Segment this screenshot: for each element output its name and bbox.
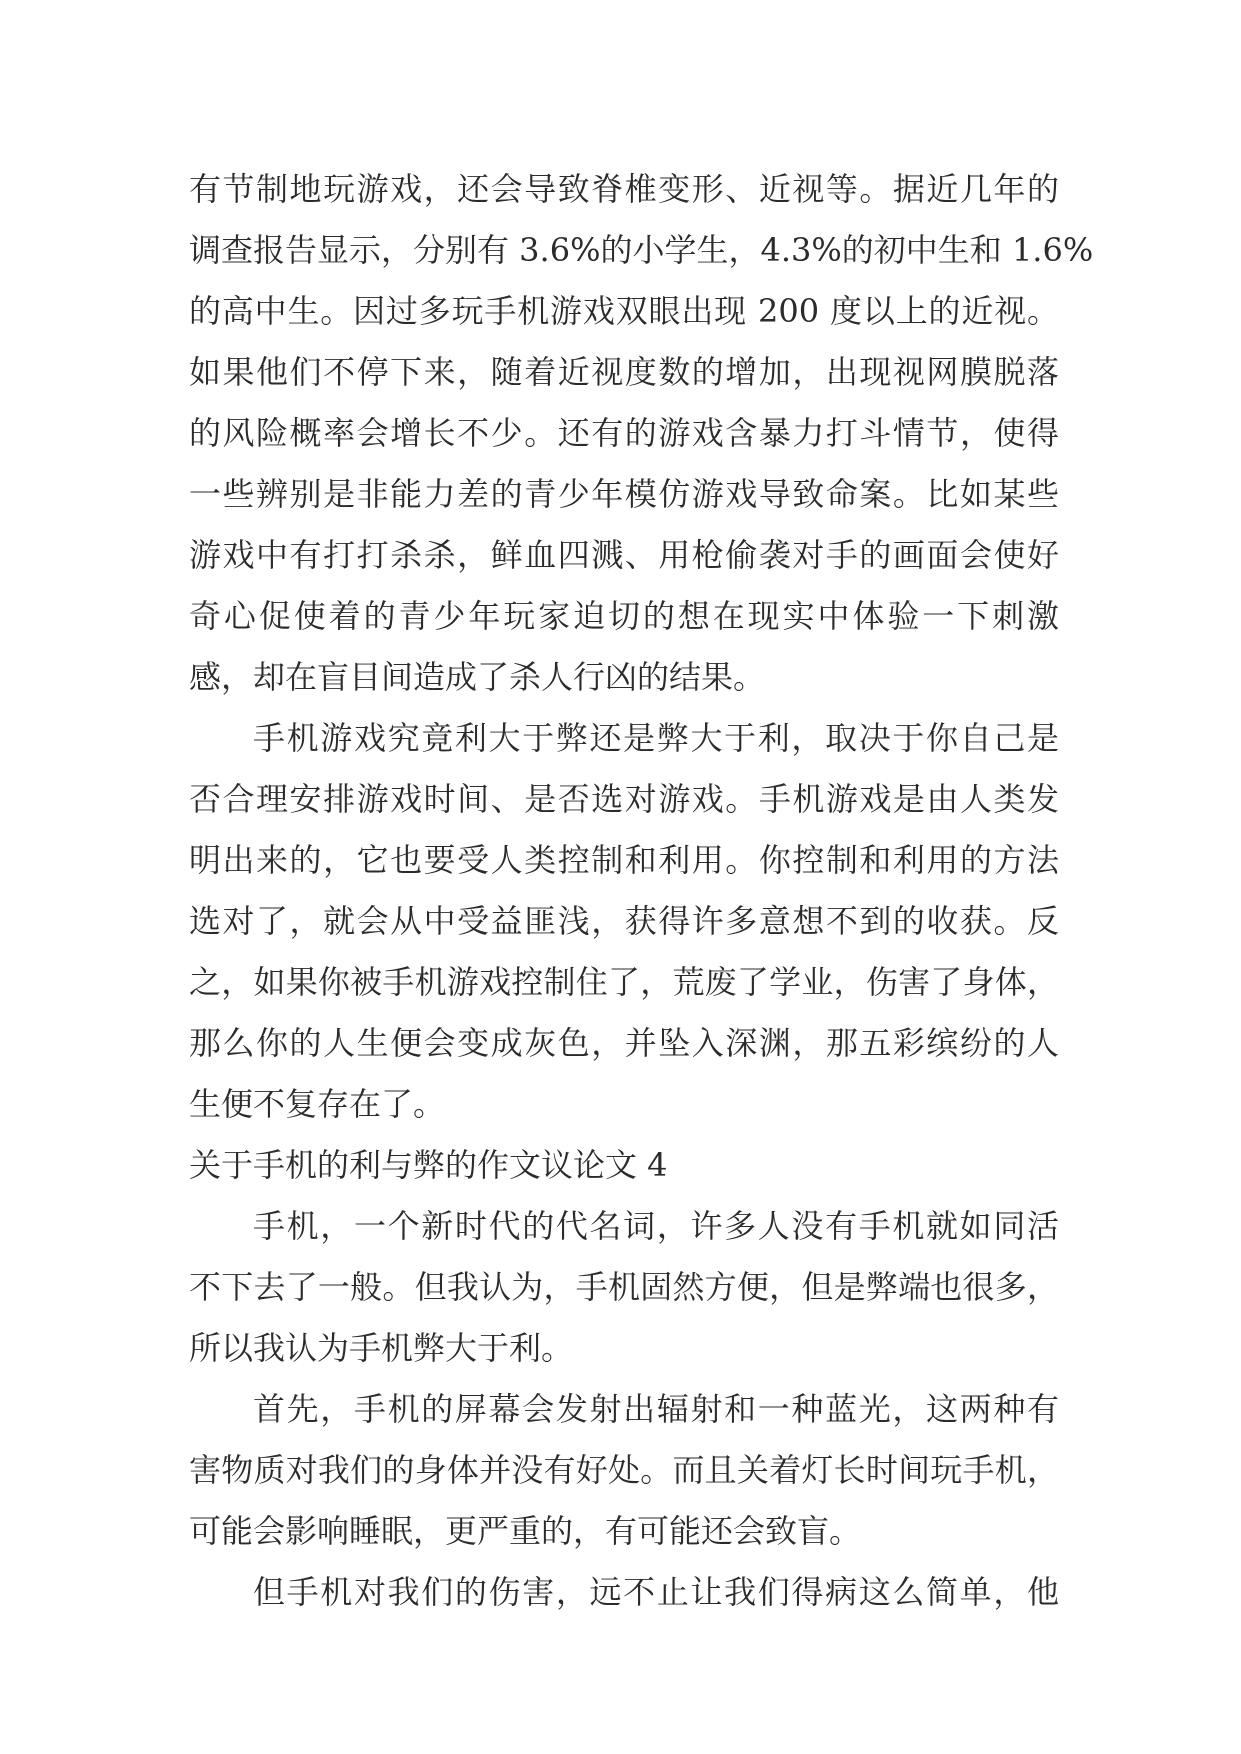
text-line: 不下去了一般。但我认为，手机固然方便，但是弊端也很多， <box>189 1268 1059 1306</box>
text-line: 那么你的人生便会变成灰色，并坠入深渊，那五彩缤纷的人 <box>189 1024 1059 1062</box>
text-line: 害物质对我们的身体并没有好处。而且关着灯长时间玩手机， <box>189 1451 1059 1489</box>
text-line: 首先，手机的屏幕会发射出辐射和一种蓝光，这两种有 <box>253 1390 1059 1428</box>
text-line: 否合理安排游戏时间、是否选对游戏。手机游戏是由人类发 <box>189 780 1059 818</box>
text-line: 明出来的，它也要受人类控制和利用。你控制和利用的方法 <box>189 841 1059 879</box>
paragraph <box>189 1196 1059 1379</box>
text-line: 调查报告显示，分别有 3.6%的小学生，4.3%的初中生和 1.6% <box>189 231 1094 269</box>
text-line: 奇心促使着的青少年玩家迫切的想在现实中体验一下刺激 <box>189 597 1059 635</box>
document-body <box>189 159 1094 1623</box>
section-heading: 关于手机的利与弊的作文议论文 4 <box>189 1146 668 1184</box>
text-line: 生便不复存在了。 <box>189 1085 446 1123</box>
text-line: 手机，一个新时代的代名词，许多人没有手机就如同活 <box>253 1207 1059 1245</box>
text-line: 所以我认为手机弊大于利。 <box>189 1329 574 1367</box>
text-line: 之，如果你被手机游戏控制住了，荒废了学业，伤害了身体， <box>189 963 1059 1001</box>
text-line: 一些辨别是非能力差的青少年模仿游戏导致命案。比如某些 <box>189 475 1059 513</box>
text-line: 但手机对我们的伤害，远不止让我们得病这么简单，他 <box>253 1573 1059 1611</box>
text-line: 的风险概率会增长不少。还有的游戏含暴力打斗情节，使得 <box>189 414 1059 452</box>
paragraph <box>189 708 1059 1135</box>
text-line: 选对了，就会从中受益匪浅，获得许多意想不到的收获。反 <box>189 902 1059 940</box>
text-line: 可能会影响睡眠，更严重的，有可能还会致盲。 <box>189 1512 862 1550</box>
text-line: 感，却在盲目间造成了杀人行凶的结果。 <box>189 658 766 696</box>
paragraph <box>189 1379 1059 1562</box>
paragraph <box>189 1562 1059 1623</box>
text-line: 游戏中有打打杀杀，鲜血四溅、用枪偷袭对手的画面会使好 <box>189 536 1059 574</box>
text-line: 的高中生。因过多玩手机游戏双眼出现 200 度以上的近视。 <box>189 292 1059 330</box>
paragraph <box>189 159 1094 708</box>
text-line: 如果他们不停下来，随着近视度数的增加，出现视网膜脱落 <box>189 353 1059 391</box>
text-line: 有节制地玩游戏，还会导致脊椎变形、近视等。据近几年的 <box>189 170 1059 208</box>
text-line: 手机游戏究竟利大于弊还是弊大于利，取决于你自己是 <box>253 719 1059 757</box>
